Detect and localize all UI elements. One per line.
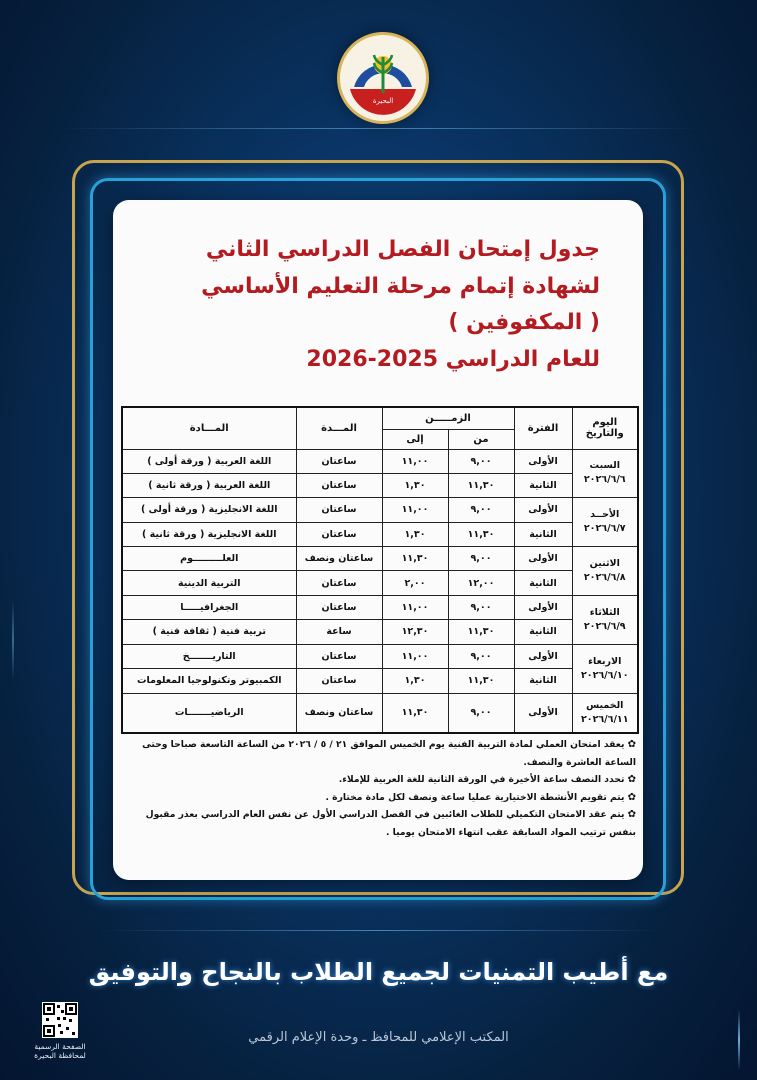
note-text: يتم عقد الامتحان التكميلي للطلاب الغائبين في الفصل الدراسي الأول عن نفس العام الدراسي بعذر مقبول بنفس ترتيب المواد السابقة عقب انتهاء الامتحان يوميا . (145, 809, 636, 838)
day-date: ٢٠٢٦/٦/٧ (583, 523, 626, 535)
duration-cell: ساعتان (296, 498, 382, 522)
duration-cell: ساعتان (296, 644, 382, 668)
duration-cell: ساعتان (296, 595, 382, 619)
table-row (122, 644, 638, 668)
day-name: الاربعاء (588, 655, 622, 667)
from-cell: ٩,٠٠ (448, 644, 514, 668)
table-row (122, 473, 638, 497)
footer-credit: المكتب الإعلامي للمحافظ ـ وحدة الإعلام الرقمي (248, 1030, 509, 1045)
to-cell: ١١,٠٠ (382, 644, 448, 668)
header-to: إلى (382, 429, 448, 449)
day-cell (572, 498, 638, 547)
table-row (122, 571, 638, 595)
subject-cell: تربية فنية ( ثقافة فنية ) (122, 620, 296, 644)
from-cell: ٩,٠٠ (448, 449, 514, 473)
table-row (122, 595, 638, 619)
from-cell: ٩,٠٠ (448, 547, 514, 571)
from-cell: ٩,٠٠ (448, 498, 514, 522)
day-name: السبت (589, 460, 620, 472)
table-row (122, 620, 638, 644)
title-line: جدول إمتحان الفصل الدراسي الثاني (205, 237, 600, 262)
to-cell: ١,٣٠ (382, 522, 448, 546)
from-cell: ٩,٠٠ (448, 595, 514, 619)
from-cell: ١١,٣٠ (448, 473, 514, 497)
header-duration: المـــدة (296, 407, 382, 449)
title-line: لشهادة إتمام مرحلة التعليم الأساسي (201, 273, 600, 299)
subject-cell: اللغة العربية ( ورقة أولى ) (122, 449, 296, 473)
to-cell: ٢,٠٠ (382, 571, 448, 595)
period-cell: الثانية (514, 571, 572, 595)
duration-cell: ساعتان (296, 669, 382, 693)
day-cell (572, 547, 638, 596)
note-text: يعقد امتحان العملي لمادة التربية الفنية يوم الخميس الموافق ٢١ / ٥ / ٢٠٢٦ من الساعة التاسعة صباحا وحتى الساعة العاشرة والنصف. (142, 739, 636, 768)
exam-schedule-table-container (121, 406, 637, 734)
period-cell: الأولى (514, 449, 572, 473)
day-date: ٢٠٢٦/٦/٩ (583, 620, 626, 632)
header-period: الفترة (514, 407, 572, 449)
qr-code-icon[interactable] (42, 1002, 78, 1038)
note-item (128, 806, 636, 841)
day-name: الاثنين (589, 557, 620, 569)
duration-cell: ساعة (296, 620, 382, 644)
table-row (122, 669, 638, 693)
to-cell: ١١,٣٠ (382, 693, 448, 733)
table-row (122, 693, 638, 733)
table-row (122, 498, 638, 522)
from-cell: ١١,٣٠ (448, 522, 514, 546)
title-line: للعام الدراسي 2025-2026 (306, 346, 600, 372)
governorate-logo (337, 32, 429, 124)
subject-cell: الكمبيوتر وتكنولوجيا المعلومات (122, 669, 296, 693)
from-cell: ٩,٠٠ (448, 693, 514, 733)
to-cell: ١,٣٠ (382, 473, 448, 497)
period-cell: الأولى (514, 498, 572, 522)
to-cell: ١١,٠٠ (382, 498, 448, 522)
subject-cell: اللغة الانجليزية ( ورقة ثانية ) (122, 522, 296, 546)
decor-line-bottom (100, 930, 660, 931)
day-date: ٢٠٢٦/٦/٨ (583, 571, 626, 583)
day-cell (572, 644, 638, 693)
day-name: الأحــد (590, 509, 620, 521)
gear-bullet-icon: ✿ (627, 774, 636, 785)
duration-cell: ساعتان (296, 449, 382, 473)
gear-bullet-icon: ✿ (627, 809, 636, 820)
schedule-notes (128, 736, 636, 841)
from-cell: ١١,٣٠ (448, 620, 514, 644)
period-cell: الأولى (514, 547, 572, 571)
decor-line-top (60, 128, 700, 129)
to-cell: ١١,٠٠ (382, 449, 448, 473)
day-cell (572, 693, 638, 733)
table-row (122, 547, 638, 571)
from-cell: ١١,٣٠ (448, 669, 514, 693)
period-cell: الثانية (514, 473, 572, 497)
day-name: الثلاثاء (589, 606, 620, 618)
subject-cell: التربية الدينية (122, 571, 296, 595)
period-cell: الثانية (514, 620, 572, 644)
table-row (122, 522, 638, 546)
decor-streak (12, 600, 14, 680)
wishes-slogan: مع أطيب التمنيات لجميع الطلاب بالنجاح والتوفيق (88, 958, 669, 986)
note-text: يتم تقويم الأنشطة الاختيارية عمليا ساعة ونصف لكل مادة مختارة . (325, 791, 625, 803)
exam-schedule-table (121, 406, 639, 734)
subject-cell: اللغة الانجليزية ( ورقة أولى ) (122, 498, 296, 522)
day-cell (572, 449, 638, 498)
note-item (128, 736, 636, 771)
header-from: من (448, 429, 514, 449)
to-cell: ١١,٣٠ (382, 547, 448, 571)
subject-cell: العلـــــــــوم (122, 547, 296, 571)
from-cell: ١٢,٠٠ (448, 571, 514, 595)
day-name: الخميس (586, 699, 624, 711)
to-cell: ١٢,٣٠ (382, 620, 448, 644)
duration-cell: ساعتان ونصف (296, 547, 382, 571)
gear-bullet-icon: ✿ (627, 739, 636, 750)
qr-caption: الصفحة الرسمية لمحافظة البحيرة (34, 1042, 86, 1060)
subject-cell: الرياضيـــــــات (122, 693, 296, 733)
schedule-title (130, 232, 600, 378)
logo-caption: البحيرة (372, 97, 394, 105)
subject-cell: الجغرافيـــــا (122, 595, 296, 619)
title-line: ( المكفوفين ) (448, 310, 600, 335)
day-cell (572, 595, 638, 644)
header-day: اليوم والتاريخ (572, 407, 638, 449)
duration-cell: ساعتان (296, 522, 382, 546)
gear-bullet-icon: ✿ (627, 791, 636, 803)
day-date: ٢٠٢٦/٦/٦ (583, 474, 626, 486)
period-cell: الثانية (514, 669, 572, 693)
duration-cell: ساعتان ونصف (296, 693, 382, 733)
table-row (122, 449, 638, 473)
duration-cell: ساعتان (296, 571, 382, 595)
to-cell: ١,٣٠ (382, 669, 448, 693)
period-cell: الأولى (514, 595, 572, 619)
day-date: ٢٠٢٦/٦/١٠ (580, 669, 629, 681)
period-cell: الثانية (514, 522, 572, 546)
day-date: ٢٠٢٦/٦/١١ (580, 713, 629, 725)
note-item (128, 771, 636, 789)
note-item (128, 789, 636, 807)
header-subject: المـــادة (122, 407, 296, 449)
subject-cell: اللغة العربية ( ورقة ثانية ) (122, 473, 296, 497)
subject-cell: التاريـــــــخ (122, 644, 296, 668)
note-text: تحدد النصف ساعة الأخيرة في الورقة الثانية للغة العربية للإملاء. (338, 774, 625, 785)
duration-cell: ساعتان (296, 473, 382, 497)
period-cell: الأولى (514, 693, 572, 733)
period-cell: الأولى (514, 644, 572, 668)
to-cell: ١١,٠٠ (382, 595, 448, 619)
header-time: الزمـــــن (382, 407, 514, 429)
